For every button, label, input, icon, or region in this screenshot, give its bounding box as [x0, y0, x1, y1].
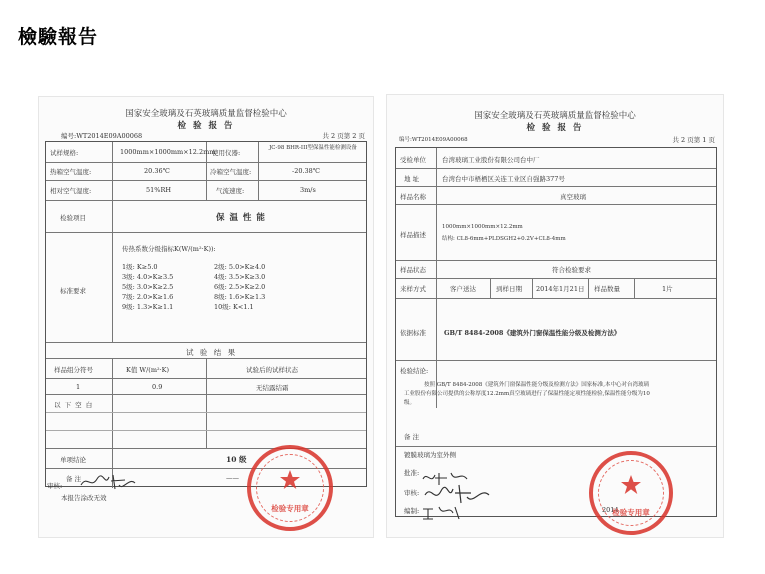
seal-text: 检验专用章	[271, 503, 309, 513]
col-state: 试验后的试样状态	[246, 366, 298, 374]
remark-label: 备 注	[404, 433, 420, 441]
org-name: 国家安全玻璃及石英玻璃质量监督检验中心	[474, 111, 636, 121]
humidity-label: 相对空气湿度:	[50, 187, 92, 195]
sampling-value: 客户送达	[450, 285, 476, 293]
address-value: 台湾台中市梧栖区关连工业区自强路377号	[442, 175, 565, 183]
grade-item: 3级: 4.0>K≥3.5	[122, 273, 174, 281]
instrument-label: 使用仪器:	[212, 149, 241, 157]
sample-name-value: 真空玻璃	[560, 193, 586, 201]
grade-item: 2级: 5.0>K≥4.0	[214, 263, 266, 271]
qty-label: 样品数量	[594, 285, 620, 293]
page-info: 共 2 页第 2 页	[322, 132, 365, 140]
grade-item: 8级: 1.6>K≥1.3	[214, 293, 266, 301]
conclusion-value: 10 级	[226, 455, 247, 464]
report-number: 编号:WT2014E09A00068	[399, 137, 468, 143]
col-sample: 样品组分符号	[54, 366, 93, 374]
item-value: 保 温 性 能	[216, 213, 266, 223]
qty-value: 1片	[662, 285, 673, 293]
remark-value: ——	[226, 474, 239, 482]
standard-label: 标准要求	[60, 287, 86, 295]
desc-line-1: 1000mm×1000mm×12.2mm	[442, 224, 523, 230]
report-table	[395, 147, 717, 517]
grade-item: 7级: 2.0>K≥1.6	[122, 293, 174, 301]
col-k: K值 W/(m²·K)	[126, 366, 170, 374]
conclusion-line: 按照 GB/T 8484-2008《建筑外门窗保温性能分级及检测方法》国家标准,本中心对台湾玻璃	[424, 382, 650, 388]
arrival-value: 2014年1月21日	[536, 285, 585, 293]
airspeed-value: 3m/s	[300, 186, 316, 194]
preparer-signature	[421, 503, 465, 521]
sample-name-label: 样品名称	[400, 193, 426, 201]
instrument-value: JC-98 BHR-III型保温性能检测设备	[269, 145, 357, 151]
spec-label: 试样规格:	[50, 149, 79, 157]
footnote: 本报告涂改无效	[61, 494, 107, 502]
conclusion-line: 工业股份有限公司提供的公称厚度12.2mm真空玻璃进行了保温性能定项性能检验,保温性能分级为10	[404, 391, 650, 397]
page-heading: 檢驗報告	[18, 26, 99, 48]
reviewer-signature	[79, 471, 139, 493]
desc-line-2: 结构: CL8-6mm+PLDSGH2+0.2V+CL8-4mm	[442, 236, 566, 242]
report-page-2	[38, 96, 374, 538]
item-label: 检验项目	[60, 214, 86, 222]
grade-item: 10级: K<1.1	[214, 303, 254, 311]
issue-date: 2014	[602, 506, 619, 514]
report-title: 检 验 报 告	[177, 121, 235, 131]
grade-item: 6级: 2.5>K≥2.0	[214, 283, 266, 291]
grade-item: 5级: 3.0>K≥2.5	[122, 283, 174, 291]
humidity-value: 51%RH	[146, 186, 172, 194]
blank-note: 以 下 空 白	[54, 401, 94, 409]
star-icon	[279, 469, 301, 491]
report-page-1	[386, 94, 724, 538]
basis-label: 依据标准	[400, 329, 426, 337]
report-title: 检 验 报 告	[526, 123, 584, 133]
spec-value: 1000mm×1000mm×12.2mm	[120, 148, 216, 156]
inspection-seal	[589, 451, 673, 535]
conclusion-label: 单项结论	[60, 456, 86, 464]
row-state: 无结露结霜	[256, 384, 289, 392]
star-icon	[620, 474, 642, 496]
inspection-seal	[247, 445, 333, 531]
remark-value: 镀膜玻璃为室外侧	[404, 451, 456, 459]
address-label: 地 址	[404, 175, 420, 183]
state-value: 符合检验要求	[552, 266, 591, 274]
cold-temp-label: 冷箱空气温度:	[210, 168, 252, 176]
conclusion-line: 级。	[404, 400, 416, 406]
hot-temp-label: 热箱空气温度:	[50, 168, 92, 176]
row-k-value: 0.9	[152, 383, 163, 391]
grade-item: 1级: K≥5.0	[122, 263, 158, 271]
approver-label: 批准:	[404, 469, 420, 477]
page-info: 共 2 页第 1 页	[672, 136, 715, 144]
airspeed-label: 气流速度:	[216, 187, 245, 195]
row-number: 1	[76, 383, 81, 391]
reviewer-label: 审核:	[47, 482, 63, 490]
org-name: 国家安全玻璃及石英玻璃质量监督检验中心	[125, 109, 287, 119]
seal-text: 检验专用章	[612, 508, 650, 518]
reviewer-label: 审核:	[404, 489, 420, 497]
state-label: 样品状态	[400, 266, 426, 274]
hot-temp-value: 20.36℃	[144, 167, 170, 175]
grade-item: 4级: 3.5>K≥3.0	[214, 273, 266, 281]
desc-label: 样品描述	[400, 231, 426, 239]
basis-value: GB/T 8484-2008《建筑外门窗保温性能分级及检测方法》	[444, 329, 621, 337]
client-value: 台湾玻璃工业股份有限公司台中厂	[442, 156, 540, 164]
grade-intro: 传热系数分级指标K(W/(m²·K)):	[122, 245, 216, 253]
grade-item: 9级: 1.3>K≥1.1	[122, 303, 174, 311]
sampling-label: 来样方式	[400, 285, 426, 293]
preparer-label: 编制:	[404, 507, 420, 515]
remark-label: 备 注	[66, 475, 82, 483]
report-table	[45, 141, 367, 487]
conclusion-label: 检验结论:	[400, 367, 429, 375]
client-label: 受检单位	[400, 156, 426, 164]
results-title: 试 验 结 果	[186, 348, 238, 357]
report-number: 编号:WT2014E09A00068	[61, 132, 143, 140]
cold-temp-value: -20.38℃	[292, 167, 321, 175]
arrival-label: 到样日期	[496, 285, 522, 293]
